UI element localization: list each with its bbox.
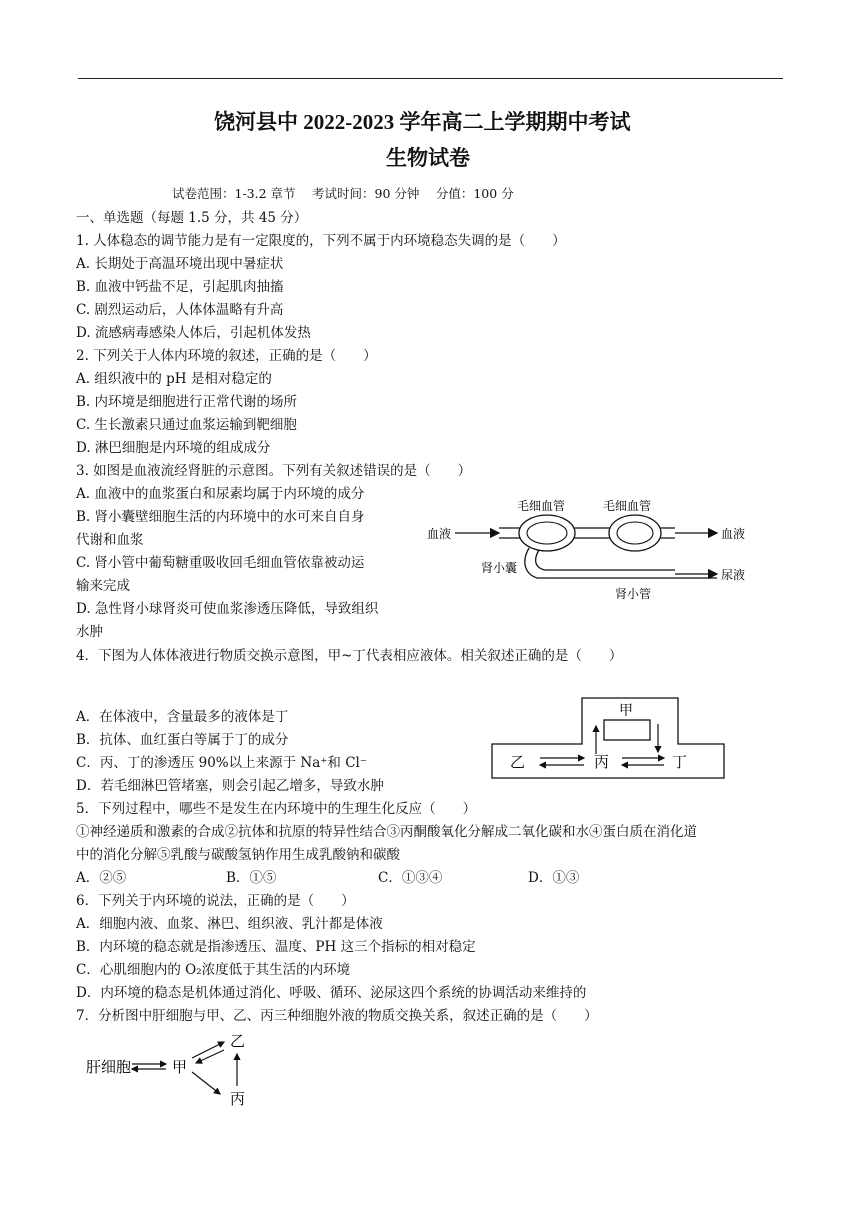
q3-stem: 3. 如图是血液流经肾脏的示意图。下列有关叙述错误的是（ ） [76,463,472,479]
header-rule [78,78,783,79]
q2-option-a: A. 组织液中的 pH 是相对稳定的 [76,371,272,387]
blood-out-label: 血液 [721,527,746,541]
capillary-label-1: 毛细血管 [517,499,566,513]
urine-label: 尿液 [721,568,746,582]
q5-option-c: C．①③④ [378,870,443,886]
label-yi: 乙 [230,1032,246,1050]
q6-option-c: C．心肌细胞内的 O₂浓度低于其生活的内环境 [76,962,351,978]
q3-option-c-line1: C. 肾小管中葡萄糖重吸收回毛细血管依靠被动运 [76,555,365,571]
capillary-label-2: 毛细血管 [603,499,652,513]
q2-stem: 2. 下列关于人体内环境的叙述，正确的是（ ） [76,348,377,364]
q4-option-c: C．丙、丁的渗透压 90%以上来源于 Na⁺和 Cl⁻ [76,755,367,771]
label-liver-cell: 肝细胞 [86,1058,132,1076]
label-ding: 丁 [672,753,688,771]
liver-cell-exchange-diagram [80,1030,270,1110]
q4-option-d: D．若毛细淋巴管堵塞，则会引起乙增多，导致水肿 [76,778,384,794]
q1-stem: 1. 人体稳态的调节能力是有一定限度的，下列不属于内环境稳态失调的是（ ） [76,233,566,249]
q1-option-a: A. 长期处于高温环境出现中暑症状 [76,256,284,272]
tubule-label: 肾小管 [615,587,652,601]
label-yi: 乙 [510,753,526,771]
kidney-blood-flow-diagram [425,492,785,607]
page-title: 饶河县中 2022-2023 学年高二上学期期中考试 [214,110,631,134]
tubule-inner-wall [536,550,675,570]
q3-option-a: A. 血液中的血浆蛋白和尿素均属于内环境的成分 [76,486,365,502]
exam-info: 试卷范围：1-3.2 章节 考试时间：90 分钟 分值：100 分 [172,186,514,201]
q4-stem: 4．下图为人体体液进行物质交换示意图，甲~丁代表相应液体。相关叙述正确的是（ ） [76,648,623,664]
q3-option-b-line1: B. 肾小囊壁细胞生活的内环境中的水可来自自身 [76,509,365,525]
q3-option-d-line1: D. 急性肾小球肾炎可使血浆渗透压降低，导致组织 [76,601,379,617]
q5-stem: 5．下列过程中，哪些不是发生在内环境中的生理生化反应（ ） [76,801,477,817]
jia-box [604,720,650,740]
q4-option-a: A．在体液中，含量最多的液体是丁 [76,709,289,725]
q3-option-c-line2: 输来完成 [76,578,130,594]
body-fluid-exchange-diagram [488,694,728,784]
label-jia: 甲 [172,1058,188,1076]
page-subtitle: 生物试卷 [386,146,470,170]
q5-statement-line2: 中的消化分解⑤乳酸与碳酸氢钠作用生成乳酸钠和碳酸 [76,847,400,863]
q2-option-b: B. 内环境是细胞进行正常代谢的场所 [76,394,298,410]
section-heading: 一、单选题（每题 1.5 分，共 45 分） [76,210,308,226]
arrow-jia-to-bing [192,1072,220,1094]
q2-option-c: C. 生长激素只通过血浆运输到靶细胞 [76,417,297,433]
q6-option-b: B．内环境的稳态就是指渗透压、温度、PH 这三个指标的相对稳定 [76,939,476,955]
q5-option-a: A．②⑤ [76,870,127,886]
q1-option-c: C. 剧烈运动后，人体体温略有升高 [76,302,284,318]
q1-option-d: D. 流感病毒感染人体后，引起机体发热 [76,325,311,341]
q3-option-d-line2: 水肿 [76,624,103,640]
q5-option-d: D．①③ [528,870,580,886]
label-jia: 甲 [619,703,633,719]
arrow-yi-to-jia [196,1050,224,1063]
blood-in-label: 血液 [427,527,452,541]
q4-option-b: B．抗体、血红蛋白等属于丁的成分 [76,732,289,748]
q2-option-d: D. 淋巴细胞是内环境的组成成分 [76,440,271,456]
q5-statement-line1: ①神经递质和激素的合成②抗体和抗原的特异性结合③丙酮酸氧化分解成二氧化碳和水④蛋白质在消化道 [76,824,697,840]
label-bing: 丙 [230,1090,246,1108]
arrow-jia-to-yi [192,1042,224,1058]
q1-option-b: B. 血液中钙盐不足，引起肌肉抽搐 [76,279,284,295]
q7-stem: 7．分析图中肝细胞与甲、乙、丙三种细胞外液的物质交换关系，叙述正确的是（ ） [76,1008,598,1024]
label-bing: 丙 [594,753,610,771]
q6-option-d: D．内环境的稳态是机体通过消化、呼吸、循环、泌尿这四个系统的协调活动来维持的 [76,985,587,1001]
q5-option-b: B．①⑤ [226,870,277,886]
capsule-label: 肾小囊 [481,561,518,575]
q6-stem: 6．下列关于内环境的说法，正确的是（ ） [76,893,355,909]
q3-option-b-line2: 代谢和血浆 [76,532,144,548]
q6-option-a: A．细胞内液、血浆、淋巴、组织液、乳汁都是体液 [76,916,383,932]
